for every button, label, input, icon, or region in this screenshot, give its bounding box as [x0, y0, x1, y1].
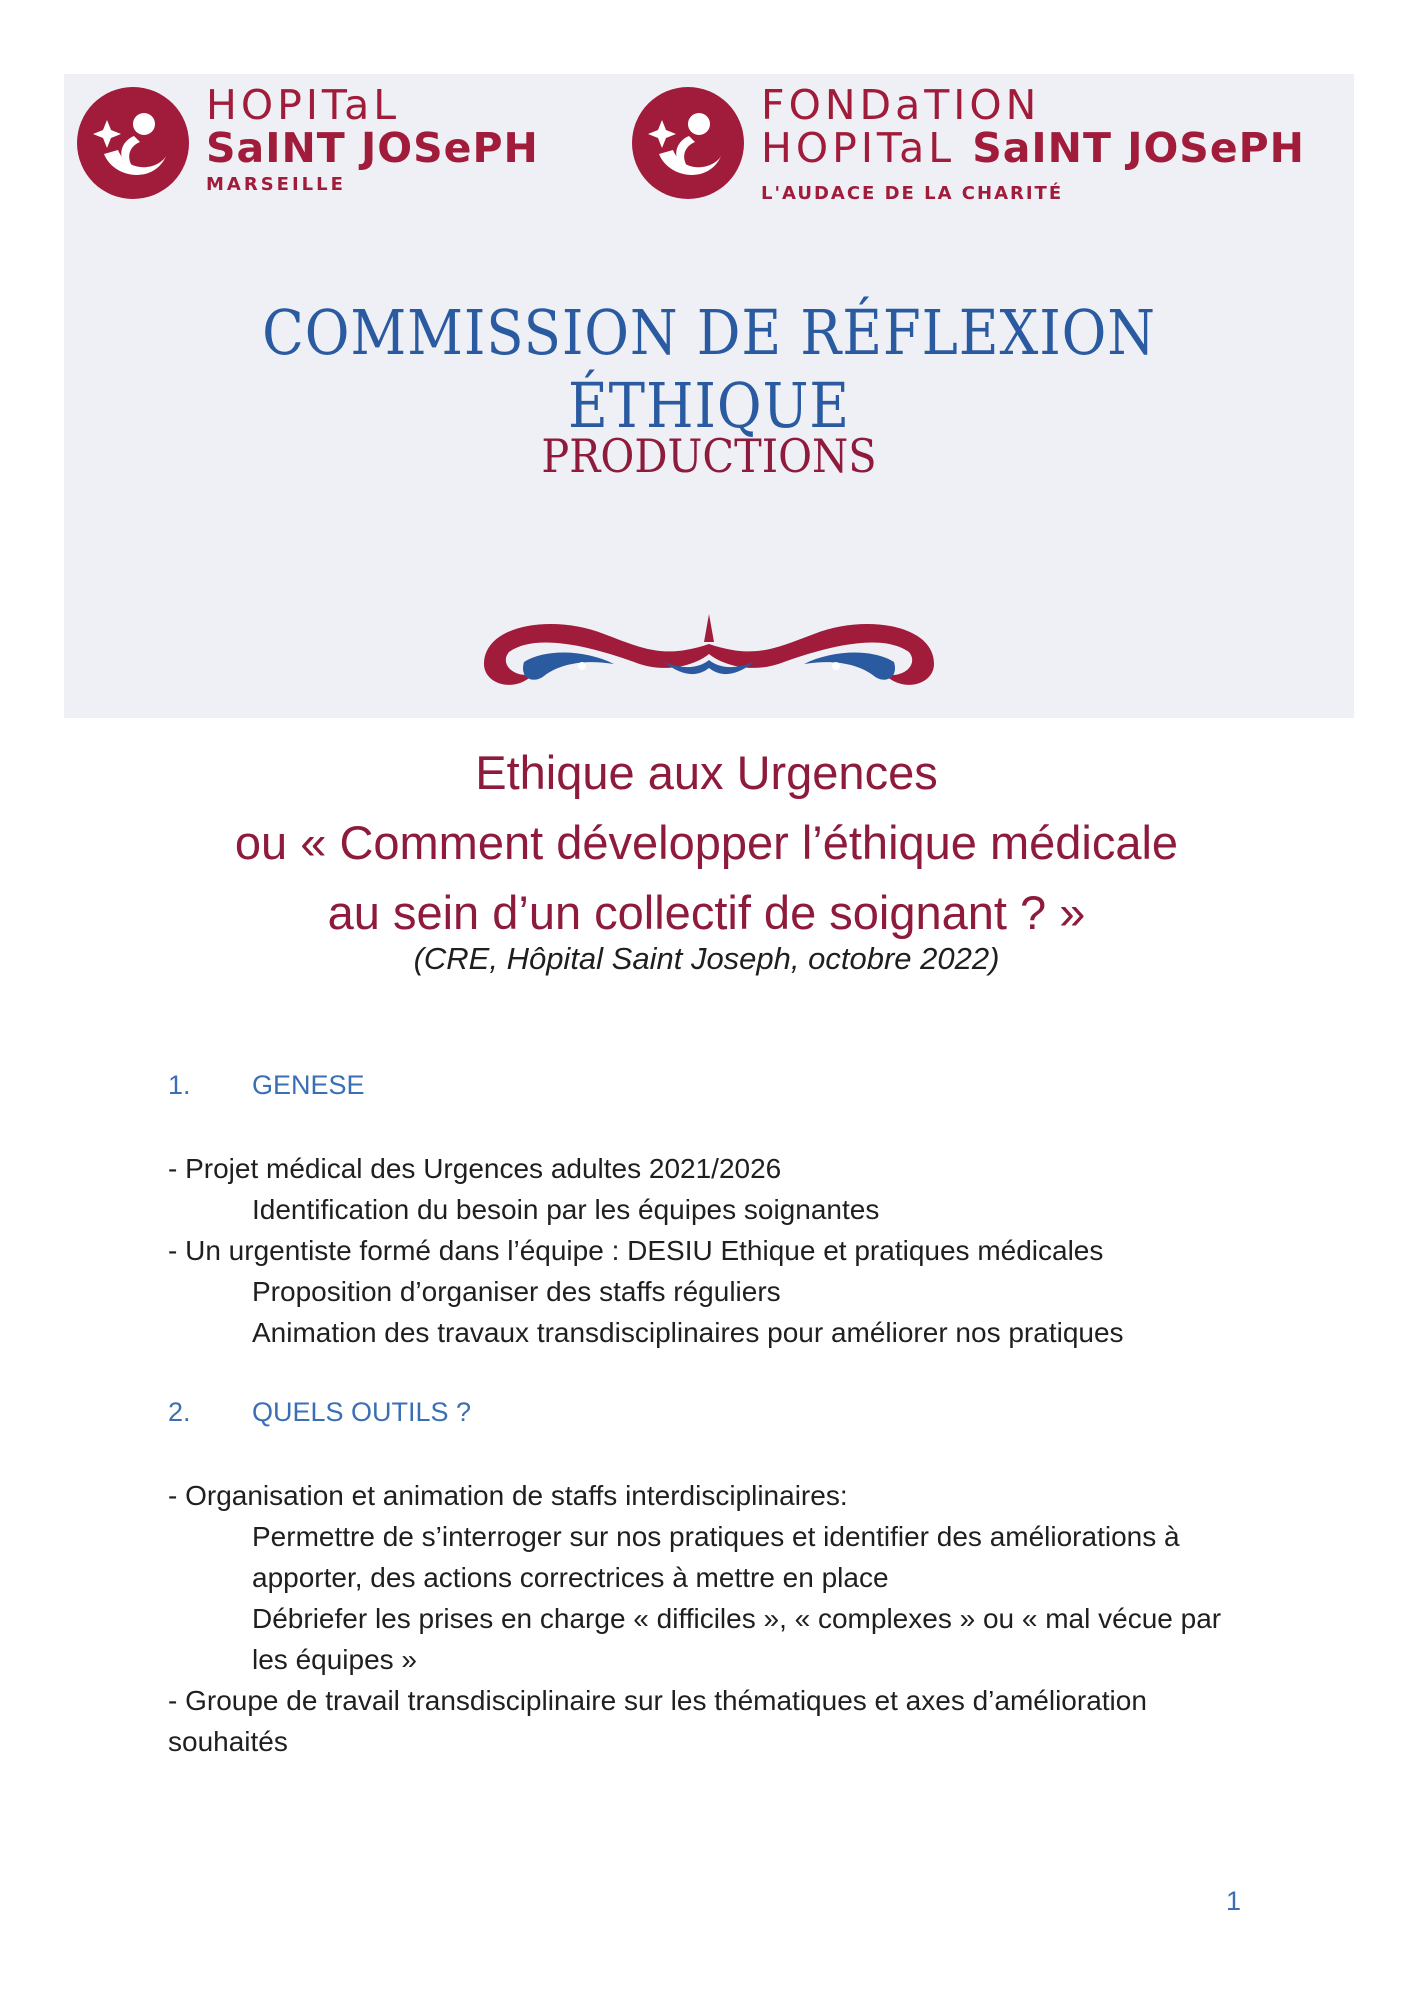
section-heading-outils	[168, 1397, 471, 1428]
list-item: - Projet médical des Urgences adultes 2021/2026	[168, 1153, 782, 1184]
section-body-outils	[168, 1475, 1248, 1762]
document-subtitle: (CRE, Hôpital Saint Joseph, octobre 2022)	[413, 941, 1000, 976]
list-item: - Un urgentiste formé dans l’équipe : DESIU Ethique et pratiques médicales	[168, 1235, 1104, 1266]
section-number: 2.	[168, 1397, 191, 1427]
logo-line-marseille: MARSEILLE	[206, 174, 346, 195]
title-line-2: ou « Comment développer l’éthique médicale	[234, 816, 1179, 869]
list-subitem: Débriefer les prises en charge « difficiles », « complexes » ou « mal vécue par les équipes »	[252, 1603, 1222, 1675]
foundation-logo	[629, 81, 1306, 204]
ornament-flourish-icon	[464, 604, 954, 700]
list-item: - Groupe de travail transdisciplinaire sur les thématiques et axes d’amélioration souhaités	[168, 1685, 1147, 1757]
hospital-emblem-icon	[74, 84, 192, 202]
section-number: 1.	[168, 1070, 191, 1100]
list-subitem: Identification du besoin par les équipes soignantes	[252, 1194, 880, 1225]
hospital-logo	[74, 81, 539, 202]
document-title	[0, 738, 1413, 948]
section-title-text: QUELS OUTILS ?	[252, 1397, 472, 1427]
foundation-emblem-icon	[629, 84, 747, 202]
list-item: - Organisation et animation de staffs interdisciplinaires:	[168, 1480, 848, 1511]
section-heading-genese	[168, 1070, 365, 1101]
list-subitem: Animation des travaux transdisciplinaires pour améliorer nos pratiques	[252, 1317, 1124, 1348]
logo-line-audace: L'AUDACE DE LA CHARITÉ	[761, 183, 1064, 204]
section-title-text: GENESE	[252, 1070, 365, 1100]
commission-heading: COMMISSION DE RÉFLEXION ÉTHIQUE	[262, 296, 1156, 442]
header-banner	[64, 74, 1354, 718]
logo-line-hopital: HOPITaL	[206, 81, 401, 129]
title-line-3: au sein d’un collectif de soignant ? »	[327, 886, 1086, 939]
logo-line-saint-joseph-2: SaINT JOSePH	[972, 124, 1306, 172]
list-subitem: Proposition d’organiser des staffs réguliers	[252, 1276, 781, 1307]
logo-line-fondation: FONDaTION	[761, 81, 1041, 129]
page-number: 1	[1226, 1886, 1242, 1916]
section-body-genese	[168, 1148, 1248, 1353]
title-line-1: Ethique aux Urgences	[475, 746, 938, 799]
productions-heading: PRODUCTIONS	[541, 429, 877, 483]
list-subitem: Permettre de s’interroger sur nos pratiques et identifier des améliorations à apporter, des actions correctrices à mettre en place	[252, 1521, 1180, 1593]
logo-line-hopital-2: HOPITaL	[761, 124, 973, 172]
logo-line-saint-joseph: SaINT JOSePH	[206, 124, 539, 172]
